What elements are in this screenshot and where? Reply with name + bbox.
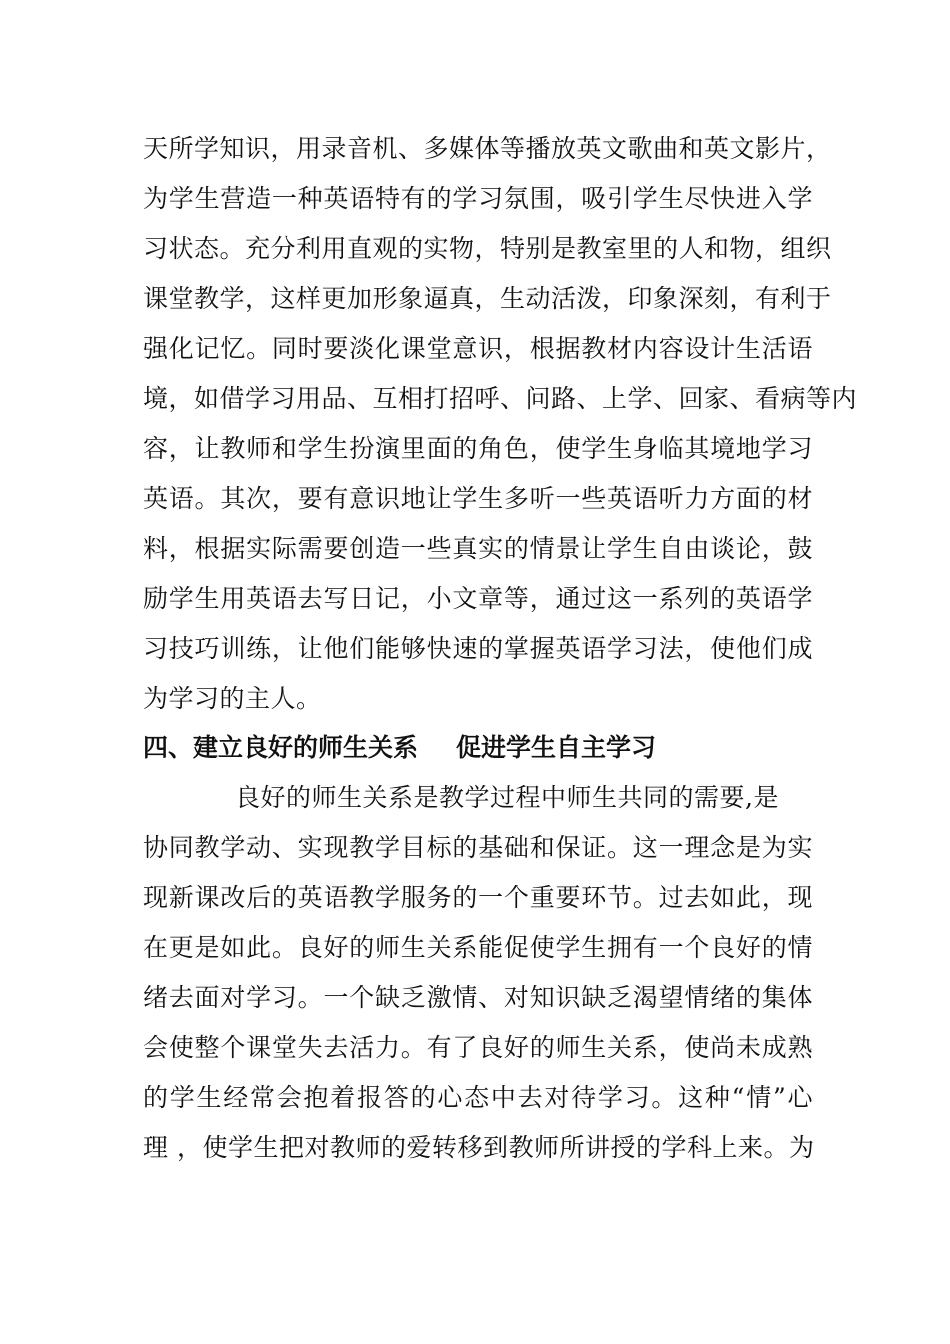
paragraph-line: 料，根据实际需要创造一些真实的情景让学生自由谈论，鼓	[143, 534, 813, 563]
paragraph-line: 境，如借学习用品、互相打招呼、问路、上学、回家、看病等内	[143, 384, 858, 413]
paragraph-line: 现新课改后的英语教学服务的一个重要环节。过去如此，现	[143, 883, 813, 912]
paragraph-line: 良好的师生关系是教学过程中师生共同的需要,是	[235, 783, 779, 812]
paragraph-line: 容，让教师和学生扮演里面的角色，使学生身临其境地学习	[143, 434, 813, 463]
paragraph-line: 绪去面对学习。一个缺乏激情、对知识缺乏渴望情绪的集体	[143, 983, 813, 1012]
paragraph-line: 的学生经常会抱着报答的心态中去对待学习。这种“情”心	[143, 1083, 813, 1112]
paragraph-line: 强化记忆。同时要淡化课堂意识，根据教材内容设计生活语	[143, 334, 813, 363]
paragraph-line: 在更是如此。良好的师生关系能促使学生拥有一个良好的情	[143, 933, 813, 962]
paragraph-line: 会使整个课堂失去活力。有了良好的师生关系，使尚未成熟	[143, 1033, 813, 1062]
paragraph-line: 为学习的主人。	[143, 684, 322, 713]
paragraph-line: 英语。其次，要有意识地让学生多听一些英语听力方面的材	[143, 484, 813, 513]
paragraph-line: 理 ，使学生把对教师的爱转移到教师所讲授的学科上来。为	[143, 1133, 815, 1162]
paragraph-line: 习技巧训练，让他们能够快速的掌握英语学习法，使他们成	[143, 634, 813, 663]
paragraph-line: 天所学知识，用录音机、多媒体等播放英文歌曲和英文影片，	[143, 134, 832, 163]
section-heading	[143, 723, 813, 773]
paragraph-line: 课堂教学，这样更加形象逼真，生动活泼，印象深刻，有利于	[143, 284, 832, 313]
section-heading-part2: 促进学生自主学习	[456, 733, 657, 762]
paragraph-line: 为学生营造一种英语特有的学习氛围，吸引学生尽快进入学	[143, 184, 813, 213]
section-heading-part1: 四、建立良好的师生关系	[143, 733, 419, 762]
paragraph-line: 协同教学动、实现教学目标的基础和保证。这一理念是为实	[143, 833, 813, 862]
paragraph-line: 习状态。充分利用直观的实物，特别是教室里的人和物，组织	[143, 234, 832, 263]
paragraph-line: 励学生用英语去写日记，小文章等，通过这一系列的英语学	[143, 584, 813, 613]
